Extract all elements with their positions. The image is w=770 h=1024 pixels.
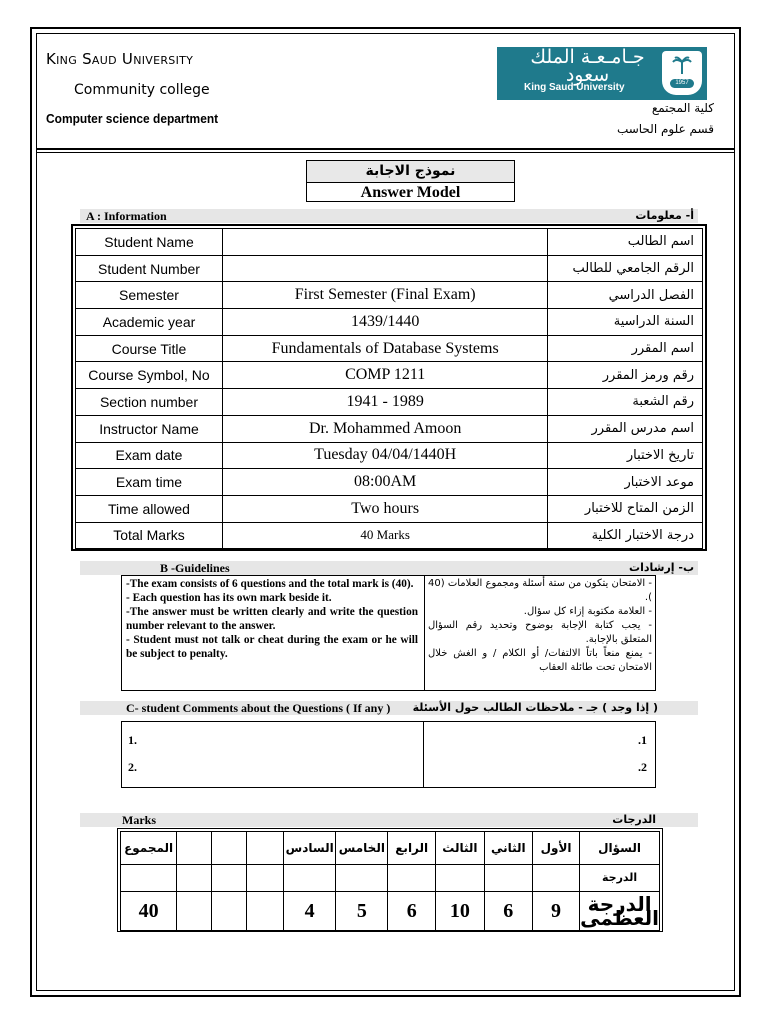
- info-value: Fundamentals of Database Systems: [222, 335, 547, 362]
- guideline-ar-4: - يمنع منعاً باتاً الالتفات/ أو الكلام / و الغش خلال الامتحان تحت طائلة العقاب: [428, 648, 652, 673]
- marks-table: [120, 831, 660, 931]
- q5-header: الخامس: [336, 832, 388, 865]
- section-b-title: B -Guidelines: [160, 561, 230, 575]
- q6-max-value: 4: [283, 892, 335, 931]
- q5-max-value: 5: [336, 892, 388, 931]
- grade-row-label: الدرجة: [580, 865, 660, 892]
- comment-1-ar: .1: [638, 733, 647, 747]
- guidelines-english: [126, 577, 418, 661]
- marks-header-row: [121, 832, 660, 865]
- section-a-title: A : Information: [86, 209, 167, 223]
- guideline-en-2: - Each question has its own mark beside it.: [126, 592, 332, 604]
- info-label-arabic: اسم الطالب: [548, 229, 703, 256]
- comments-divider: [423, 721, 424, 788]
- empty-cell: [177, 865, 212, 892]
- q4-header: الرابع: [388, 832, 436, 865]
- info-label-arabic: تاريخ الاختبار: [548, 442, 703, 469]
- section-a-header: [80, 209, 698, 223]
- guideline-ar-1: - الامتحان يتكون من ستة أسئلة ومجموع العلامات (40 ).: [428, 578, 652, 603]
- empty-cell: [246, 865, 283, 892]
- q4-grade-cell[interactable]: [388, 865, 436, 892]
- info-value[interactable]: [222, 255, 547, 282]
- title-english: Answer Model: [360, 184, 461, 201]
- q5-grade-cell[interactable]: [336, 865, 388, 892]
- info-label: Course Symbol, No: [76, 362, 223, 389]
- info-value: 40 Marks: [222, 522, 547, 549]
- section-b-header: [80, 561, 698, 575]
- info-label-arabic: موعد الاختبار: [548, 469, 703, 496]
- info-label: Time allowed: [76, 495, 223, 522]
- empty-cell: [246, 892, 283, 931]
- comment-2-ar: .2: [638, 760, 647, 774]
- info-label-arabic: اسم مدرس المقرر: [548, 415, 703, 442]
- empty-cell: [212, 865, 247, 892]
- empty-cell: [177, 892, 212, 931]
- info-label: Exam time: [76, 469, 223, 496]
- info-row: [76, 415, 703, 442]
- q3-max-value: 10: [436, 892, 485, 931]
- info-row: [76, 495, 703, 522]
- info-row: [76, 335, 703, 362]
- guidelines-arabic: [428, 577, 652, 675]
- info-label-arabic: الفصل الدراسي: [548, 282, 703, 309]
- marks-title: Marks: [122, 813, 156, 827]
- info-label-arabic: رقم ورمز المقرر: [548, 362, 703, 389]
- info-label-arabic: درجة الاختبار الكلية: [548, 522, 703, 549]
- q2-header: الثاني: [484, 832, 532, 865]
- header-separator-thin: [36, 152, 735, 153]
- info-value: Tuesday 04/04/1440H: [222, 442, 547, 469]
- empty-cell: [212, 892, 247, 931]
- info-value: COMP 1211: [222, 362, 547, 389]
- q2-grade-cell[interactable]: [484, 865, 532, 892]
- info-value: 08:00AM: [222, 469, 547, 496]
- section-c-header: [80, 701, 698, 715]
- info-row: [76, 255, 703, 282]
- info-value: 1439/1440: [222, 309, 547, 336]
- info-row: [76, 389, 703, 416]
- college-name: Community college: [74, 82, 210, 98]
- section-c-title: C- student Comments about the Questions ( If any ): [126, 701, 391, 715]
- info-value: Two hours: [222, 495, 547, 522]
- info-label: Total Marks: [76, 522, 223, 549]
- guideline-en-3: -The answer must be written clearly and write the question number relevant to the answer.: [126, 606, 418, 632]
- empty-cell: [246, 832, 283, 865]
- q6-header: السادس: [283, 832, 335, 865]
- guideline-ar-2: - العلامة مكتوبة إزاء كل سؤال.: [523, 606, 652, 617]
- info-label-arabic: الرقم الجامعي للطالب: [548, 255, 703, 282]
- info-row: [76, 282, 703, 309]
- info-row: [76, 522, 703, 549]
- info-label-arabic: السنة الدراسية: [548, 309, 703, 336]
- marks-title-arabic: الدرجات: [612, 813, 656, 826]
- info-label: Exam date: [76, 442, 223, 469]
- college-name-arabic: كلية المجتمع: [651, 101, 714, 115]
- total-max-value: 40: [121, 892, 177, 931]
- section-b-title-arabic: ب- إرشادات: [629, 561, 694, 574]
- info-label: Student Number: [76, 255, 223, 282]
- total-grade-cell[interactable]: [121, 865, 177, 892]
- info-label-arabic: الزمن المتاح للاختبار: [548, 495, 703, 522]
- info-value: 1941 - 1989: [222, 389, 547, 416]
- info-label-arabic: اسم المقرر: [548, 335, 703, 362]
- info-value: Dr. Mohammed Amoon: [222, 415, 547, 442]
- max-row-label: الدرجة العظمى: [580, 892, 659, 930]
- comments-box: [121, 721, 656, 788]
- q3-header: الثالث: [436, 832, 485, 865]
- info-label: Section number: [76, 389, 223, 416]
- q1-max-value: 9: [532, 892, 579, 931]
- q3-grade-cell[interactable]: [436, 865, 485, 892]
- comment-2-en: 2.: [128, 760, 137, 774]
- empty-cell: [212, 832, 247, 865]
- guideline-ar-3: - يجب كتابة الإجابة بوضوح وتحديد رقم السؤال المتعلق بالإجابة.: [428, 620, 652, 645]
- logo-arabic-text: جـامـعـة الملك سعود: [530, 46, 645, 86]
- section-c-title-arabic: ( إذا وجد ) جـ - ملاحظات الطالب حول الأسئلة: [412, 701, 658, 714]
- question-label: السؤال: [580, 832, 660, 865]
- marks-max-row: [121, 892, 660, 931]
- info-label: Academic year: [76, 309, 223, 336]
- section-a-title-arabic: أ- معلومات: [635, 209, 694, 222]
- info-row: [76, 442, 703, 469]
- info-value[interactable]: [222, 229, 547, 256]
- department-name: Computer science department: [46, 111, 219, 126]
- guidelines-divider: [424, 575, 425, 691]
- q4-max-value: 6: [388, 892, 436, 931]
- q1-header: الأول: [532, 832, 579, 865]
- guideline-en-1: -The exam consists of 6 questions and the total mark is (40).: [126, 578, 414, 590]
- info-label: Instructor Name: [76, 415, 223, 442]
- info-row: [76, 469, 703, 496]
- info-label: Student Name: [76, 229, 223, 256]
- palm-swords-emblem-icon: [662, 51, 702, 95]
- total-header: المجموع: [121, 832, 177, 865]
- university-name: King Saud University: [46, 50, 194, 68]
- document-title: [306, 160, 515, 202]
- header-separator: [36, 148, 735, 150]
- logo-english-text: King Saud University: [524, 82, 625, 93]
- info-row: [76, 362, 703, 389]
- comment-1-en: 1.: [128, 733, 137, 747]
- info-label: Semester: [76, 282, 223, 309]
- marks-section-header: [80, 813, 698, 827]
- marks-grade-row: [121, 865, 660, 892]
- info-label-arabic: رقم الشعبة: [548, 389, 703, 416]
- logo-year: 1957: [670, 79, 694, 88]
- department-name-arabic: قسم علوم الحاسب: [616, 122, 714, 136]
- info-row: [76, 229, 703, 256]
- empty-cell: [177, 832, 212, 865]
- info-value: First Semester (Final Exam): [222, 282, 547, 309]
- q6-grade-cell[interactable]: [283, 865, 335, 892]
- guideline-en-4: - Student must not talk or cheat during the exam or he will be subject to penalty.: [126, 634, 418, 660]
- info-label: Course Title: [76, 335, 223, 362]
- info-row: [76, 309, 703, 336]
- info-table: [75, 228, 703, 549]
- title-arabic: نموذج الاجابة: [307, 161, 514, 183]
- q1-grade-cell[interactable]: [532, 865, 579, 892]
- q2-max-value: 6: [484, 892, 532, 931]
